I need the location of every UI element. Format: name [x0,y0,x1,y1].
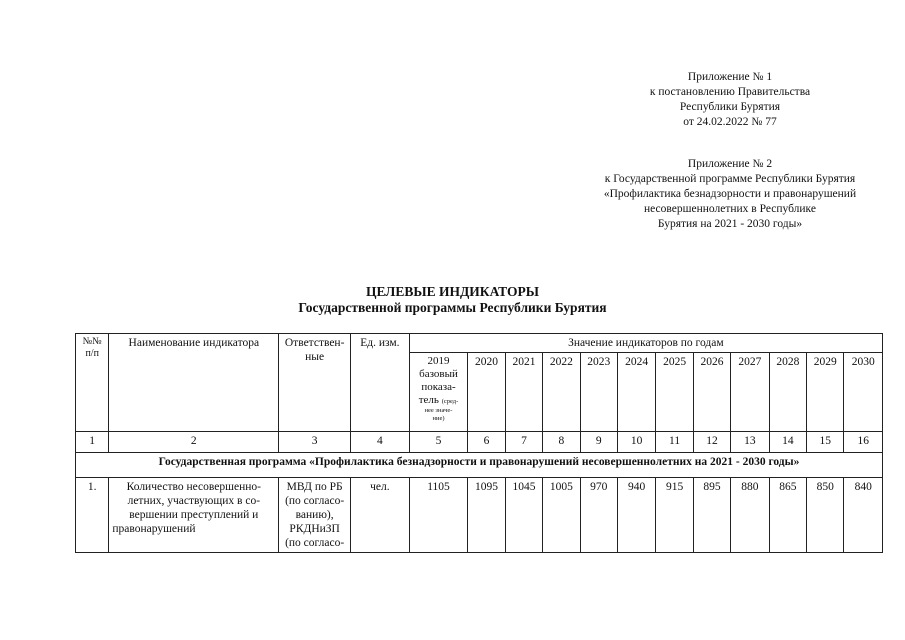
year-header: 2027 [731,353,769,432]
col-header-values: Значение индикаторов по годам [409,334,882,353]
column-number: 10 [617,432,655,453]
year-header-2019 [409,353,468,432]
column-number: 1 [76,432,109,453]
row-value: 865 [769,478,806,553]
year-2019-note-small: (сред- [441,398,459,405]
appendix-2-line: «Профилактика безнадзорности и правонарушений [603,188,857,200]
year-header: 2028 [769,353,806,432]
appendix-2-header [560,157,900,232]
program-row [76,453,883,478]
row-value: 850 [807,478,844,553]
column-number: 16 [844,432,883,453]
year-header: 2021 [505,353,542,432]
document-title-line-1: ЦЕЛЕВЫЕ ИНДИКАТОРЫ [365,284,539,299]
row-value: 940 [617,478,655,553]
row-value: 880 [731,478,769,553]
column-number: 14 [769,432,806,453]
document-title [0,284,905,316]
row-value: 970 [580,478,617,553]
year-header: 2020 [468,353,505,432]
appendix-2-line: Приложение № 2 [687,158,773,170]
column-number: 5 [409,432,468,453]
appendix-2-line: к Государственной программе Республики Бурятия [604,173,856,185]
col-header-name: Наименование индикатора [109,334,279,432]
column-number: 2 [109,432,279,453]
indicators-table [75,333,883,553]
row-value: 1105 [409,478,468,553]
appendix-1-line: Приложение № 1 [687,71,773,83]
col-header-unit: Ед. изм. [351,334,410,432]
year-header: 2029 [807,353,844,432]
column-number: 15 [807,432,844,453]
appendix-1-line: к постановлению Правительства [649,86,811,98]
year-2019-note-text: тель [418,394,439,406]
document-title-line-2: Государственной программы Республики Бурятия [298,300,607,315]
row-value: 1005 [543,478,580,553]
header-row [76,334,883,353]
column-number: 11 [656,432,693,453]
table-row [76,478,883,553]
year-header: 2030 [844,353,883,432]
column-number: 13 [731,432,769,453]
year-header: 2026 [693,353,730,432]
column-number: 3 [279,432,351,453]
year-header: 2023 [580,353,617,432]
year-header: 2024 [617,353,655,432]
row-value: 1045 [505,478,542,553]
row-num: 1. [76,478,109,553]
row-responsible: МВД по РБ (по согласо-ванию), РКДНиЗП (по согласо- [279,478,351,553]
column-number: 12 [693,432,730,453]
row-value: 840 [844,478,883,553]
column-numbers-row [76,432,883,453]
column-number: 8 [543,432,580,453]
appendix-2-line: несовершеннолетних в Республике [644,203,816,215]
row-value: 915 [656,478,693,553]
appendix-2-line: Бурятия на 2021 - 2030 годы» [657,218,803,230]
year-header: 2022 [543,353,580,432]
row-value: 895 [693,478,730,553]
year-2019-note: базовый [419,368,458,380]
year-header: 2025 [656,353,693,432]
program-title: Государственная программа «Профилактика безнадзорности и правонарушений несовершеннолетних на 2021 - 2030 годы» [76,453,883,478]
row-unit: чел. [351,478,410,553]
column-number: 7 [505,432,542,453]
col-header-responsible: Ответствен-ные [279,334,351,432]
year-2019-label: 2019 [427,355,450,367]
appendix-1-line: Республики Бурятия [679,101,781,113]
row-value: 1095 [468,478,505,553]
year-2019-note: показа- [421,381,456,393]
row-indicator-name: Количество несовершенно-летних, участвующих в со-вершении преступлений и правонарушений [109,478,279,553]
column-number: 6 [468,432,505,453]
year-2019-note [413,394,465,407]
appendix-1-header [600,70,860,130]
year-2019-note-small: нее значе- [424,407,453,414]
appendix-1-line: от 24.02.2022 № 77 [683,116,777,128]
column-number: 4 [351,432,410,453]
column-number: 9 [580,432,617,453]
col-header-num: №№ п/п [76,334,109,432]
year-2019-note-small: ние) [432,415,445,422]
